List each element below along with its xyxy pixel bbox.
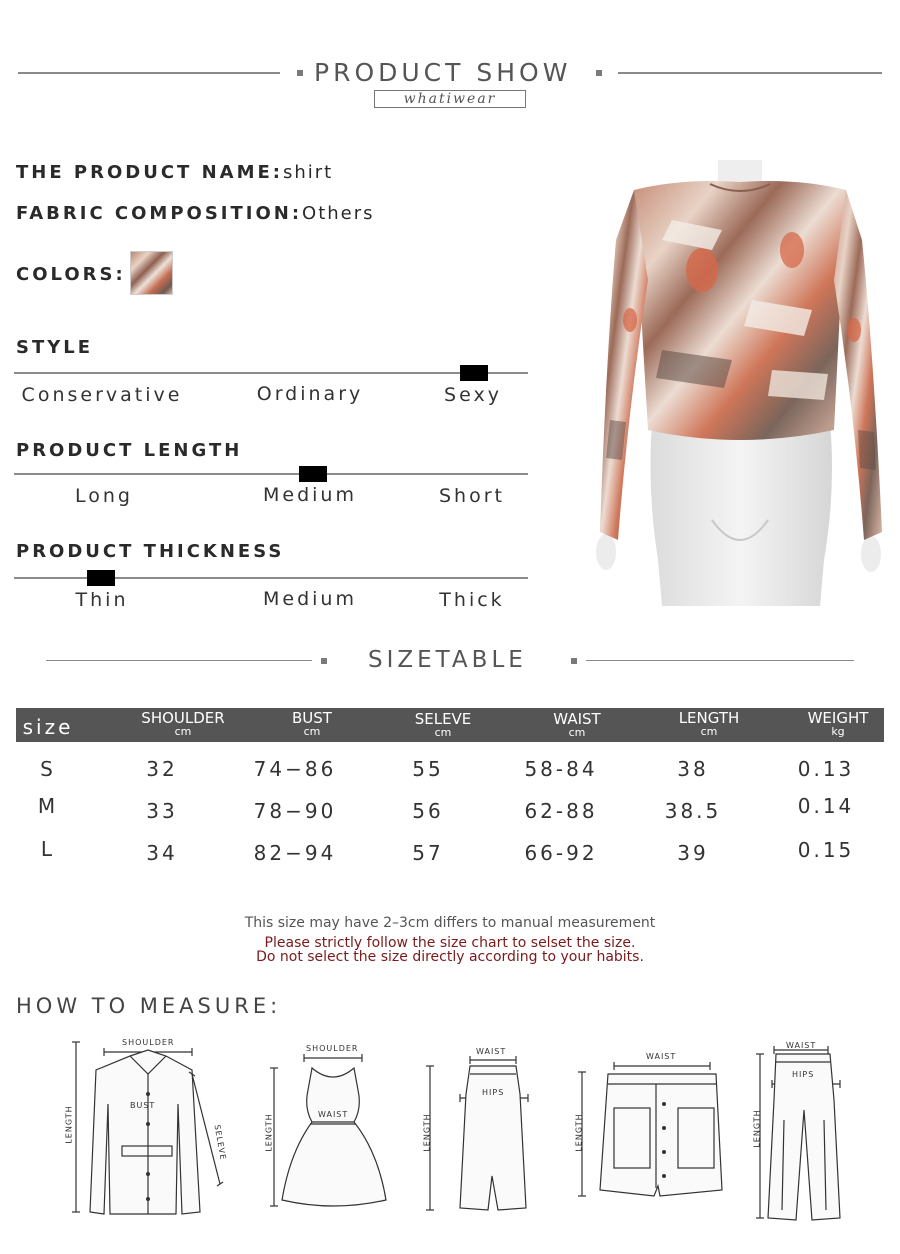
table-cell: 62-88 — [524, 799, 598, 823]
header-bullet-right — [596, 70, 602, 76]
colors-label: COLORS: — [16, 264, 126, 285]
size-warning-line-1: Please strictly follow the size chart to selset the size. — [264, 935, 636, 951]
size-table-header — [16, 708, 884, 742]
product-name-row — [16, 162, 333, 183]
pants-hips-label: HIPS — [792, 1070, 815, 1079]
table-cell: 34 — [146, 841, 178, 865]
thickness-option-medium: Medium — [263, 588, 357, 610]
header-bullet-left — [297, 70, 303, 76]
sizetable-rule-left — [46, 660, 312, 661]
length-scale-line — [14, 473, 528, 475]
thickness-option-thick: Thick — [439, 589, 505, 611]
table-cell: 33 — [146, 799, 178, 823]
thickness-selected-marker — [87, 570, 115, 586]
length-option-short: Short — [439, 485, 505, 507]
fabric-label: FABRIC COMPOSITION: — [16, 203, 303, 224]
table-cell: S — [40, 757, 56, 781]
table-cell: 32 — [146, 757, 178, 781]
shorts-icon — [570, 1048, 730, 1208]
dress-shoulder-label: SHOULDER — [306, 1044, 359, 1053]
size-warning-line-2: Do not select the size directly according to your habits. — [256, 949, 644, 965]
style-scale-line — [14, 372, 528, 374]
table-cell: 66-92 — [524, 841, 598, 865]
sizetable-title: SIZETABLE — [368, 647, 527, 673]
dress-length-label: LENGTH — [264, 1113, 274, 1152]
jacket-length-label: LENGTH — [64, 1105, 74, 1144]
col-header-shoulder: SHOULDER cm — [141, 709, 225, 738]
fabric-value: Others — [302, 203, 375, 224]
style-option-conservative: Conservative — [21, 384, 183, 406]
length-title: PRODUCT LENGTH — [16, 440, 243, 461]
how-to-measure-title: HOW TO MEASURE: — [16, 994, 282, 1018]
col-header-sleeve: SELEVE cm — [414, 710, 472, 739]
col-header-bust: BUST cm — [292, 709, 332, 738]
table-cell: 57 — [412, 841, 444, 865]
table-cell: 0.13 — [797, 757, 855, 781]
table-cell: 0.15 — [797, 838, 855, 862]
col-header-waist: WAIST cm — [553, 710, 601, 739]
pants-icon — [744, 1040, 864, 1225]
length-option-long: Long — [75, 485, 133, 507]
pants-waist-label: WAIST — [786, 1041, 817, 1050]
thickness-title: PRODUCT THICKNESS — [16, 541, 285, 562]
table-cell: 38.5 — [664, 799, 722, 823]
mannequin-shirt-illustration — [592, 160, 888, 606]
fabric-row — [16, 203, 375, 224]
length-option-medium: Medium — [263, 484, 357, 506]
table-cell: 0.14 — [797, 794, 855, 818]
style-title: STYLE — [16, 337, 94, 358]
table-cell: 38 — [677, 757, 709, 781]
table-cell: 56 — [412, 799, 444, 823]
jacket-bust-label: BUST — [130, 1101, 156, 1110]
brand-box — [374, 90, 526, 108]
product-name-label: THE PRODUCT NAME: — [16, 162, 283, 183]
dress-waist-label: WAIST — [318, 1110, 349, 1119]
product-photo — [592, 160, 888, 606]
col-header-size: size — [22, 715, 74, 739]
col-header-weight: WEIGHT kg — [807, 709, 869, 738]
col-header-length: LENGTH cm — [678, 709, 740, 738]
measurement-note: This size may have 2–3cm differs to manual measurement — [244, 915, 656, 931]
table-cell: L — [40, 837, 56, 861]
page-title: PRODUCT SHOW — [314, 58, 572, 87]
skirt-icon — [416, 1046, 536, 1216]
dress-diagram — [258, 1042, 398, 1212]
skirt-length-label: LENGTH — [422, 1113, 432, 1152]
length-selected-marker — [299, 466, 327, 482]
brand-name: whatiwear — [403, 91, 497, 107]
table-cell: M — [37, 794, 59, 818]
table-cell: 55 — [412, 757, 444, 781]
sizetable-bullet-left — [321, 658, 327, 664]
jacket-diagram — [60, 1034, 240, 1224]
sizetable-rule-right — [586, 660, 854, 661]
table-cell: 58-84 — [524, 757, 598, 781]
pants-diagram — [744, 1040, 864, 1225]
color-swatch[interactable] — [130, 251, 173, 295]
style-selected-marker — [460, 365, 488, 381]
pants-length-label: LENGTH — [752, 1109, 762, 1148]
skirt-hips-label: HIPS — [482, 1088, 505, 1097]
jacket-sleeve-label: SELEVE — [212, 1123, 228, 1162]
shorts-waist-label: WAIST — [646, 1052, 677, 1061]
table-cell: 78−90 — [253, 799, 337, 823]
skirt-waist-label: WAIST — [476, 1047, 507, 1056]
skirt-diagram — [416, 1046, 536, 1216]
dress-icon — [258, 1042, 398, 1212]
style-option-ordinary: Ordinary — [256, 383, 364, 405]
jacket-shoulder-label: SHOULDER — [122, 1038, 175, 1047]
thickness-option-thin: Thin — [75, 589, 129, 611]
shorts-diagram — [570, 1048, 730, 1208]
style-option-sexy: Sexy — [444, 384, 502, 406]
table-cell: 82−94 — [253, 841, 337, 865]
product-name-value: shirt — [282, 162, 334, 183]
shorts-length-label: LENGTH — [574, 1113, 584, 1152]
table-cell: 74−86 — [253, 757, 337, 781]
table-cell: 39 — [677, 841, 709, 865]
header-rule-right — [618, 72, 882, 74]
header-rule-left — [18, 72, 280, 74]
sizetable-bullet-right — [571, 658, 577, 664]
